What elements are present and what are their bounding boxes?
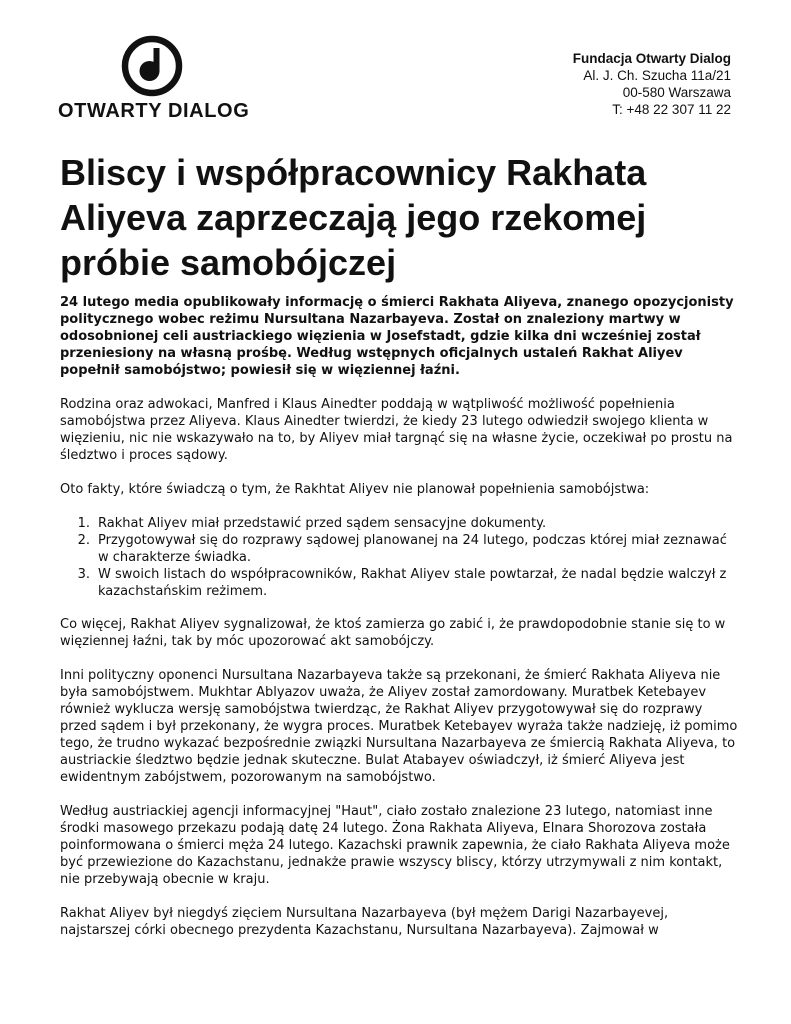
lead-paragraph: 24 lutego media opublikowały informację o śmierci Rakhata Aliyeva, znanego opozycjonisty politycznego wobec reżimu Nursultana Nazarbayeva. Został on znaleziony martwy w odosobnionej celi austriackiego więzienia w Josefstadt, gdzie kilka dni wcześniej został przeniesiony na własną prośbę. Według wstępnych oficjalnych ustaleń Rakhat Aliyev popełnił samobójstwo; powiesił się w więziennej łaźni. — [60, 295, 734, 378]
article-body — [60, 294, 738, 956]
logo — [58, 34, 248, 124]
list-text: W swoich listach do współpracowników, Rakhat Aliyev stale powtarzał, że nadal będzie walczył z kazachstańskim reżimem. — [98, 567, 727, 599]
org-phone: T: +48 22 307 11 22 — [612, 102, 731, 117]
org-name: Fundacja Otwarty Dialog — [572, 51, 731, 66]
paragraph: Inni polityczny oponenci Nursultana Nazarbayeva także są przekonani, że śmierć Rakhata Aliyeva nie była samobójstwem. Mukhtar Ablyazov uważa, że Aliyev został zamordowany. Muratbek Ketebayev również wyklucza wersję samobójstwa twierdząc, że Rakhat Aliyev przygotowywał się do rozprawy przed sądem i był przekonany, że wygra proces. Muratbek Ketebayev wyraża także nadzieję, iż pomimo tego, że trudno wykazać bezpośrednie związki Nursultana Nazarbayeva ze śmiercią Rakhata Aliyeva, to austriackie śledztwo będzie jednak skuteczne. Bulat Atabayev oświadczył, iż śmierć Aliyeva jest ewidentnym zabójstwem, pozorowanym na samobójstwo. — [60, 668, 738, 785]
paragraph: Co więcej, Rakhat Aliyev sygnalizował, że ktoś zamierza go zabić i, że prawdopodobnie stanie się to w więziennej łaźni, tak by móc upozorować akt samobójczy. — [60, 617, 726, 649]
paragraph: Według austriackiej agencji informacyjnej "Haut", ciało zostało znalezione 23 lutego, natomiast inne środki masowego przekazu podają datę 24 lutego. Żona Rakhata Aliyeva, Elnara Shorozova została poinformowana o śmierci męża 24 lutego. Kazachski prawnik zapewnia, że ciało Rakhata Aliyeva może być przewiezione do Kazachstanu, jednakże prawie wszyscy bliscy, którzy utrzymywali z nim kontakt, nie przebywają obecnie w kraju. — [60, 804, 730, 887]
list-item — [60, 532, 738, 566]
list-number: 1. — [77, 516, 90, 531]
list-item — [60, 566, 738, 600]
otwarty-dialog-logo-icon — [120, 34, 184, 98]
list-item — [60, 515, 738, 532]
paragraph: Oto fakty, które świadczą o tym, że Rakhtat Aliyev nie planował popełnienia samobójstwa: — [60, 482, 650, 497]
org-address-line-1: Al. J. Ch. Szucha 11a/21 — [583, 68, 731, 83]
paragraph: Rakhat Aliyev był niegdyś zięciem Nursultana Nazarbayeva (był mężem Darigi Nazarbayevej, najstarszej córki obecnego prezydenta Kazachstanu, Nursultana Nazarbayeva). Zajmował w — [60, 906, 669, 938]
page-title: Bliscy i współpracownicy Rakhata Aliyeva zaprzeczają jego rzekomej próbie samobójczej — [60, 152, 647, 283]
facts-list — [60, 515, 738, 600]
org-contact — [573, 50, 731, 118]
list-number: 3. — [77, 567, 90, 582]
list-text: Przygotowywał się do rozprawy sądowej planowanej na 24 lutego, podczas której miał zeznawać w charakterze świadka. — [98, 533, 727, 565]
list-number: 2. — [77, 533, 90, 548]
paragraph: Rodzina oraz adwokaci, Manfred i Klaus Ainedter poddają w wątpliwość możliwość popełnienia samobójstwa przez Aliyeva. Klaus Ainedter twierdzi, że kiedy 23 lutego odwiedził swojego klienta w więzieniu, nic nie wskazywało na to, by Aliyev miał targnąć się na własne życie, oczekiwał po prostu na śledztwo i proces sądowy. — [60, 397, 733, 463]
org-address-line-2: 00-580 Warszawa — [622, 85, 731, 100]
logo-text: OTWARTY DIALOG — [58, 100, 250, 122]
list-text: Rakhat Aliyev miał przedstawić przed sądem sensacyjne dokumenty. — [98, 516, 547, 531]
